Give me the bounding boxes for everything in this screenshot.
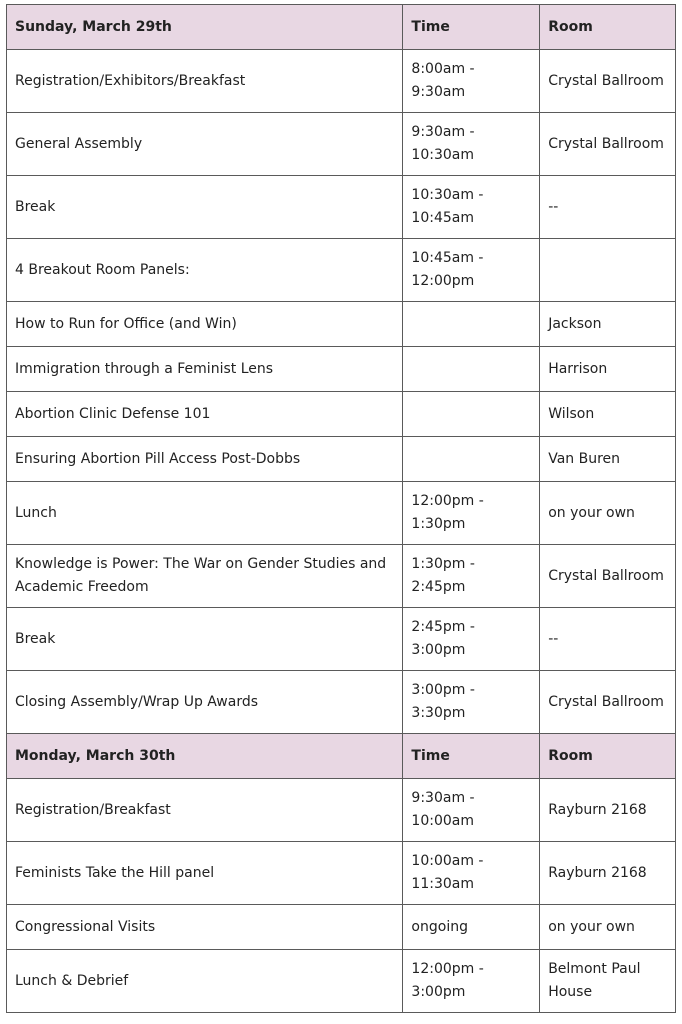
- time-cell-line: 12:00pm: [411, 273, 475, 289]
- time-cell-line: 1:30pm -: [411, 556, 475, 572]
- time-column-header: [403, 5, 540, 50]
- time-column-header: [403, 734, 540, 779]
- event-cell: [7, 545, 403, 608]
- event-cell: [7, 239, 403, 302]
- event-cell-text: Feminists Take the Hill panel: [15, 864, 215, 881]
- time-cell-line: 9:30am -: [411, 124, 475, 140]
- time-column-header-text: Time: [411, 18, 450, 35]
- time-cell-line: 3:00pm: [411, 984, 466, 1000]
- time-cell: [403, 608, 540, 671]
- day-title: [7, 734, 403, 779]
- time-cell-line: 11:30am: [411, 876, 474, 892]
- time-cell: [403, 176, 540, 239]
- room-cell: [540, 671, 676, 734]
- schedule-table: [6, 4, 676, 1013]
- room-cell: [540, 950, 676, 1013]
- time-cell-line: 10:45am: [411, 210, 474, 226]
- day-header-row: [7, 734, 676, 779]
- schedule-row: [7, 671, 676, 734]
- event-cell: [7, 671, 403, 734]
- time-cell: [403, 437, 540, 482]
- room-cell-line: Crystal Ballroom: [548, 693, 664, 710]
- room-cell: [540, 779, 676, 842]
- day-header-row: [7, 5, 676, 50]
- schedule-row: [7, 347, 676, 392]
- time-column-header-text: Time: [411, 747, 450, 764]
- event-cell-text: Immigration through a Feminist Lens: [15, 360, 274, 377]
- room-cell-line: House: [548, 984, 593, 1000]
- schedule-row: [7, 482, 676, 545]
- schedule-row: [7, 50, 676, 113]
- time-cell: [403, 671, 540, 734]
- day-title: [7, 5, 403, 50]
- event-cell: [7, 905, 403, 950]
- event-cell-text: Break: [15, 198, 56, 215]
- room-cell: [540, 113, 676, 176]
- event-cell-text: Congressional Visits: [15, 918, 156, 935]
- room-cell-line: Jackson: [548, 315, 602, 332]
- schedule-row: [7, 608, 676, 671]
- time-cell: [403, 392, 540, 437]
- schedule-row: [7, 113, 676, 176]
- day-title-text: Monday, March 30th: [15, 747, 176, 764]
- room-cell: [540, 842, 676, 905]
- time-cell-line: 2:45pm -: [411, 619, 475, 635]
- event-cell-text: Lunch & Debrief: [15, 972, 129, 989]
- room-cell: [540, 482, 676, 545]
- room-cell-line: --: [548, 630, 559, 647]
- room-cell: [540, 905, 676, 950]
- room-cell: [540, 437, 676, 482]
- time-cell-line: 12:00pm -: [411, 493, 484, 509]
- room-cell-line: on your own: [548, 504, 635, 521]
- time-cell: [403, 905, 540, 950]
- time-cell-line: 10:45am -: [411, 250, 484, 266]
- time-cell-line: 3:00pm -: [411, 682, 475, 698]
- room-cell: [540, 545, 676, 608]
- time-cell-line: ongoing: [411, 918, 468, 935]
- event-cell-text: Closing Assembly/Wrap Up Awards: [15, 693, 259, 710]
- time-cell-line: 9:30am -: [411, 790, 475, 806]
- time-cell: [403, 239, 540, 302]
- event-cell: [7, 950, 403, 1013]
- room-cell-line: Harrison: [548, 360, 608, 377]
- schedule-row: [7, 842, 676, 905]
- event-cell: [7, 347, 403, 392]
- room-cell-line: Rayburn 2168: [548, 801, 647, 818]
- room-cell-line: Van Buren: [548, 450, 621, 467]
- room-cell-line: Wilson: [548, 405, 595, 422]
- schedule-row: [7, 302, 676, 347]
- event-cell: [7, 608, 403, 671]
- room-cell: [540, 176, 676, 239]
- time-cell-line: 1:30pm: [411, 516, 466, 532]
- event-cell: [7, 50, 403, 113]
- time-cell-line: 8:00am -: [411, 61, 475, 77]
- day-title-text: Sunday, March 29th: [15, 18, 172, 35]
- room-cell-line: Crystal Ballroom: [548, 72, 664, 89]
- event-cell: [7, 392, 403, 437]
- time-cell-line: 9:30am: [411, 84, 466, 100]
- time-cell-line: 10:00am: [411, 813, 474, 829]
- schedule-row: [7, 950, 676, 1013]
- event-cell-text: 4 Breakout Room Panels:: [15, 261, 190, 278]
- time-cell: [403, 50, 540, 113]
- room-column-header: [540, 5, 676, 50]
- time-cell-line: 3:30pm: [411, 705, 466, 721]
- room-column-header: [540, 734, 676, 779]
- room-cell: [540, 347, 676, 392]
- event-cell: [7, 437, 403, 482]
- time-cell-line: 2:45pm: [411, 579, 466, 595]
- schedule-row: [7, 545, 676, 608]
- time-cell-line: 3:00pm: [411, 642, 466, 658]
- event-cell-text: Knowledge is Power: The War on Gender Studies and Academic Freedom: [15, 556, 387, 595]
- room-column-header-text: Room: [548, 747, 593, 764]
- schedule-row: [7, 779, 676, 842]
- event-cell: [7, 842, 403, 905]
- event-cell-text: General Assembly: [15, 135, 143, 152]
- time-cell: [403, 347, 540, 392]
- room-cell-line: on your own: [548, 918, 635, 935]
- room-cell-line: Crystal Ballroom: [548, 135, 664, 152]
- event-cell-text: Ensuring Abortion Pill Access Post-Dobbs: [15, 450, 301, 467]
- time-cell: [403, 302, 540, 347]
- time-cell-line: 12:00pm -: [411, 961, 484, 977]
- event-cell-text: Break: [15, 630, 56, 647]
- room-cell: [540, 50, 676, 113]
- event-cell: [7, 176, 403, 239]
- schedule-row: [7, 905, 676, 950]
- room-cell: [540, 302, 676, 347]
- event-cell-text: Registration/Breakfast: [15, 801, 171, 818]
- time-cell: [403, 482, 540, 545]
- time-cell: [403, 113, 540, 176]
- event-cell-text: Lunch: [15, 504, 57, 521]
- room-cell-line: Crystal Ballroom: [548, 567, 664, 584]
- time-cell: [403, 842, 540, 905]
- schedule-row: [7, 239, 676, 302]
- time-cell-line: 10:30am: [411, 147, 474, 163]
- time-cell: [403, 545, 540, 608]
- event-cell: [7, 482, 403, 545]
- event-cell: [7, 302, 403, 347]
- room-cell: [540, 239, 676, 302]
- time-cell-line: 10:00am -: [411, 853, 484, 869]
- time-cell: [403, 779, 540, 842]
- room-cell: [540, 608, 676, 671]
- event-cell-text: Abortion Clinic Defense 101: [15, 405, 211, 422]
- room-cell-line: Belmont Paul: [548, 961, 641, 977]
- time-cell: [403, 950, 540, 1013]
- event-cell: [7, 113, 403, 176]
- event-cell-text: How to Run for Office (and Win): [15, 315, 237, 332]
- room-cell-line: Rayburn 2168: [548, 864, 647, 881]
- time-cell-line: 10:30am -: [411, 187, 484, 203]
- schedule-row: [7, 392, 676, 437]
- event-cell: [7, 779, 403, 842]
- room-cell: [540, 392, 676, 437]
- room-column-header-text: Room: [548, 18, 593, 35]
- schedule-row: [7, 437, 676, 482]
- schedule-row: [7, 176, 676, 239]
- event-cell-text: Registration/Exhibitors/Breakfast: [15, 72, 246, 89]
- room-cell-line: --: [548, 198, 559, 215]
